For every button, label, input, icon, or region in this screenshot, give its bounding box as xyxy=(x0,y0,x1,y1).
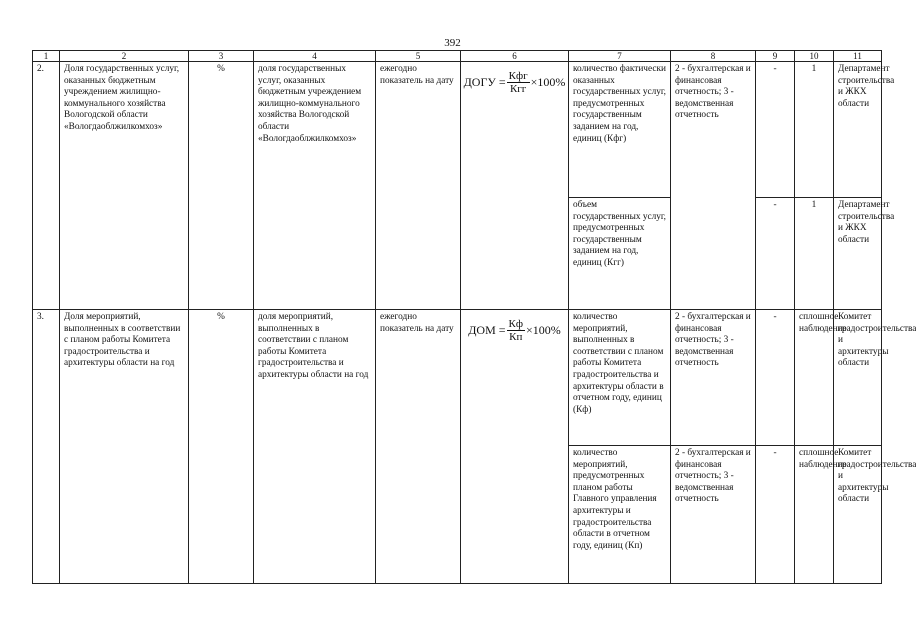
responsible-body: Комитет градостроительства и архитектуры области xyxy=(834,446,882,584)
base-indicator: количество мероприятий, выполненных в соответствии с планом работы Комитета градостроительства и архитектуры области в отчетном году, единиц (Кф) xyxy=(569,310,671,446)
column-number: 1 xyxy=(33,51,60,62)
table-row xyxy=(33,62,882,198)
formula-denominator: Кп xyxy=(509,331,523,343)
formula xyxy=(461,62,569,310)
responsible-body: Департамент строительства и ЖКХ области xyxy=(834,198,882,310)
column-number: 2 xyxy=(60,51,189,62)
row-number: 2. xyxy=(33,62,60,310)
data-source: 2 - бухгалтерская и финансовая отчетность; 3 - ведомственная отчетность xyxy=(671,446,756,584)
column-9-value: - xyxy=(756,62,795,198)
formula xyxy=(461,310,569,584)
column-number: 9 xyxy=(756,51,795,62)
column-number: 4 xyxy=(254,51,376,62)
formula-numerator: Кфг xyxy=(508,70,528,82)
indicator-definition: доля мероприятий, выполненных в соответствии с планом работы Комитета градостроительства и архитектуры области на год xyxy=(254,310,376,584)
column-number: 3 xyxy=(189,51,254,62)
indicators-table xyxy=(32,50,916,584)
column-number: 8 xyxy=(671,51,756,62)
periodicity: ежегодно показатель на дату xyxy=(376,310,461,584)
base-indicator: объем государственных услуг, предусмотренных государственным заданием на год, единиц (Кгг) xyxy=(569,198,671,310)
column-number-row xyxy=(33,51,882,62)
column-number: 7 xyxy=(569,51,671,62)
column-10-value: сплошное наблюдение xyxy=(795,310,834,446)
column-10-value: 1 xyxy=(795,198,834,310)
formula-numerator: Кф xyxy=(508,318,523,330)
column-9-value: - xyxy=(756,198,795,310)
page-number: 392 xyxy=(444,37,461,49)
column-number: 11 xyxy=(834,51,882,62)
column-10-value: сплошное наблюдение xyxy=(795,446,834,584)
data-source: 2 - бухгалтерская и финансовая отчетность; 3 - ведомственная отчетность xyxy=(671,310,756,446)
formula-lhs: ДОМ = xyxy=(468,323,506,337)
column-9-value: - xyxy=(756,446,795,584)
column-number: 10 xyxy=(795,51,834,62)
formula-tail: ×100% xyxy=(530,75,566,89)
indicator-name: Доля мероприятий, выполненных в соответствии с планом работы Комитета градостроительства и архитектуры области на год xyxy=(60,310,189,584)
formula-lhs: ДОГУ = xyxy=(463,75,506,89)
formula-denominator: Кгг xyxy=(509,83,527,95)
row-number: 3. xyxy=(33,310,60,584)
column-9-value: - xyxy=(756,310,795,446)
table-row xyxy=(33,310,882,446)
formula-tail: ×100% xyxy=(526,323,561,337)
data-source: 2 - бухгалтерская и финансовая отчетность; 3 - ведомственная отчетность xyxy=(671,62,756,310)
base-indicator: количество фактически оказанных государственных услуг, предусмотренных государственным заданием на год, единиц (Кфг) xyxy=(569,62,671,198)
column-number: 6 xyxy=(461,51,569,62)
column-number: 5 xyxy=(376,51,461,62)
responsible-body: Комитет градостроительства и архитектуры области xyxy=(834,310,882,446)
responsible-body: Департамент строительства и ЖКХ области xyxy=(834,62,882,198)
base-indicator: количество мероприятий, предусмотренных планом работы Главного управления архитектуры и градостроительства области в отчетном году, единиц (Кп) xyxy=(569,446,671,584)
indicator-name: Доля государственных услуг, оказанных бюджетным учреждением жилищно-коммунального хозяйства Вологодской области «Вологдаоблжилкомхоз» xyxy=(60,62,189,310)
unit: % xyxy=(189,62,254,310)
column-10-value: 1 xyxy=(795,62,834,198)
unit: % xyxy=(189,310,254,584)
indicator-definition: доля государственных услуг, оказанных бюджетным учреждением жилищно-коммунального хозяйства Вологодской области «Вологдаоблжилкомхоз» xyxy=(254,62,376,310)
periodicity: ежегодно показатель на дату xyxy=(376,62,461,310)
